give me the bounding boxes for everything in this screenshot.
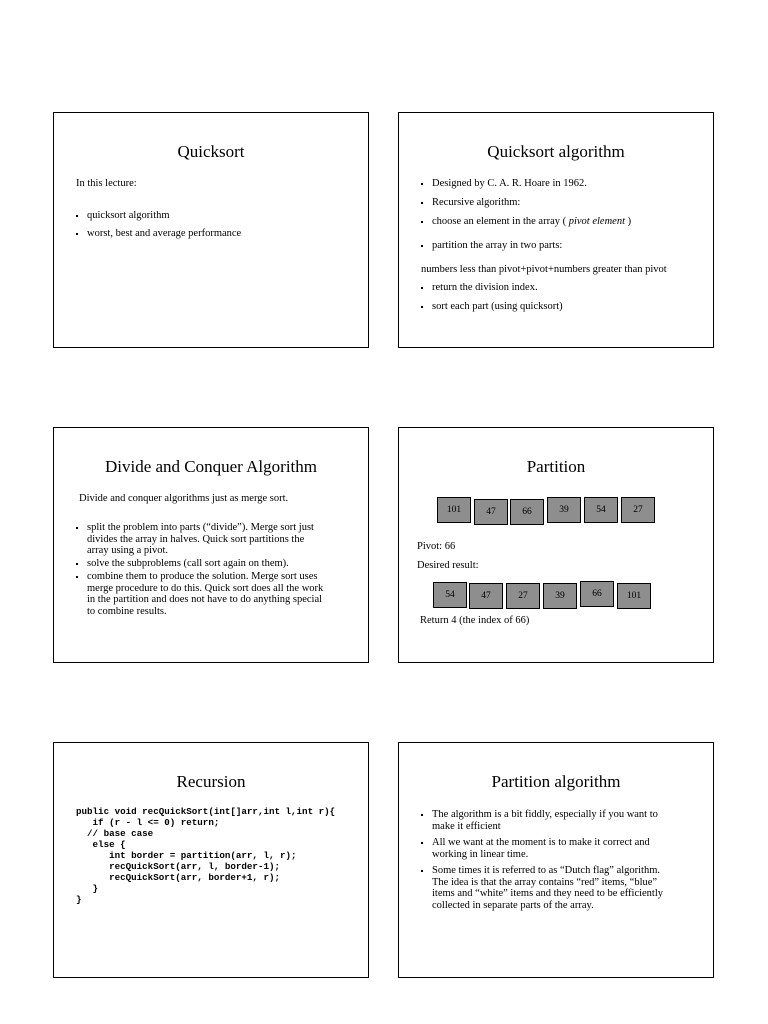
pivot-text: Pivot: 66 [417,541,456,552]
code-block: public void recQuickSort(int[]arr,int l,int r){ if (r - l <= 0) return; // base case else { int border = partition(arr, l, r); recQuickSort(arr, l, border-1); recQuickSort(arr, border+1, r); } } [76,806,336,905]
bullet-icon [421,202,423,204]
bullet-line: combine them to produce the solution. Merge sort uses [87,571,318,582]
list-item [421,865,709,911]
list-item [421,240,706,252]
slide-title: Divide and Conquer Algorithm [104,457,317,476]
intro-text: In this lecture: [76,178,137,189]
array-cell: 47 [474,499,508,525]
list-item [76,558,366,570]
bullet-line: to combine results. [87,605,167,617]
list-item [76,522,366,557]
bullet-line: split the problem into parts (“divide”). Merge sort just [87,522,314,533]
bullet-icon [76,563,78,565]
slide-title: Partition [526,457,586,476]
slide-title: Recursion [176,772,246,791]
list-item [76,571,366,617]
list-item [421,216,706,228]
bullet-line: working in linear time. [432,848,529,860]
bullet-icon [421,183,423,185]
list-item [421,197,706,209]
bullet-line: merge procedure to do this. Quick sort does all the work [87,582,324,594]
desired-result-label: Desired result: [417,560,479,571]
bullet-icon [421,306,423,308]
bullet-text: Recursive algorithm: [432,197,521,208]
bullet-line: collected in separate parts of the array. [432,899,594,911]
slide-title: Quicksort [177,142,245,161]
list-item [421,837,709,860]
array-cell: 101 [437,497,471,523]
bullet-line: divides the array in halves. Quick sort partitions the [87,533,305,545]
array-cell: 27 [506,583,540,609]
bullet-text: sort each part (using quicksort) [432,301,563,312]
slide-recursion [53,742,369,978]
bullet-text [421,216,706,228]
bullet-line: Some times it is referred to as “Dutch flag” algorithm. [432,865,661,876]
intro-text: Divide and conquer algorithms just as merge sort. [79,493,289,504]
choose-suffix: ) [627,216,632,227]
choose-prefix: choose an element in the array ( [432,216,567,227]
slide-partition-algorithm [398,742,714,978]
bullet-text: return the division index. [432,282,538,293]
bullet-line: array using a pivot. [87,545,169,556]
slide-partition [398,427,714,663]
array-cell: 39 [543,583,577,609]
pivot-element-text: pivot element [568,216,626,227]
slide-divide-and-conquer [53,427,369,663]
array-cell: 101 [617,583,651,609]
bullet-line: in the partition and does not have to do anything special [87,594,323,605]
bullet-line: The algorithm is a bit fiddly, especially if you want to [432,809,658,820]
bullet-icon [421,245,423,247]
list-item [421,809,709,832]
bullet-text: Designed by C. A. R. Hoare in 1962. [432,178,587,189]
list-item [421,178,706,190]
slide-quicksort-algorithm [398,112,714,348]
bullet-line: The idea is that the array contains “red” items, “blue” [432,876,658,888]
bullet-text: partition the array in two parts: [432,240,563,251]
bullet-line: solve the subproblems (call sort again on them). [87,558,289,569]
bullet-line: make it efficient [432,820,501,832]
list-item [421,282,706,294]
array-cell: 54 [433,582,467,608]
return-text: Return 4 (the index of 66) [420,615,530,626]
array-cell: 54 [584,497,618,523]
bullet-icon [421,870,423,872]
bullet-icon [76,233,78,235]
bullet-line: items and “white” items and they need to be efficiently [432,888,664,899]
slide-quicksort [53,112,369,348]
bullet-icon [76,215,78,217]
list-item [76,210,356,222]
bullet-icon [421,814,423,816]
array-cell: 27 [621,497,655,523]
bullet-icon [76,527,78,529]
numbers-line: numbers less than pivot+pivot+numbers greater than pivot [421,264,667,275]
array-cell: 39 [547,497,581,523]
bullet-text: quicksort algorithm [87,210,170,221]
bullet-icon [421,287,423,289]
list-item [76,228,356,240]
array-cell: 47 [469,583,503,609]
bullet-text: worst, best and average performance [87,228,242,239]
array-cell: 66 [580,581,614,607]
bullet-line: All we want at the moment is to make it correct and [432,837,650,848]
bullet-icon [76,576,78,578]
bullet-icon [421,221,423,223]
bullet-icon [421,842,423,844]
slide-title: Partition algorithm [491,772,621,791]
array-cell: 66 [510,499,544,525]
list-item [421,301,706,313]
slide-title: Quicksort algorithm [487,142,625,161]
